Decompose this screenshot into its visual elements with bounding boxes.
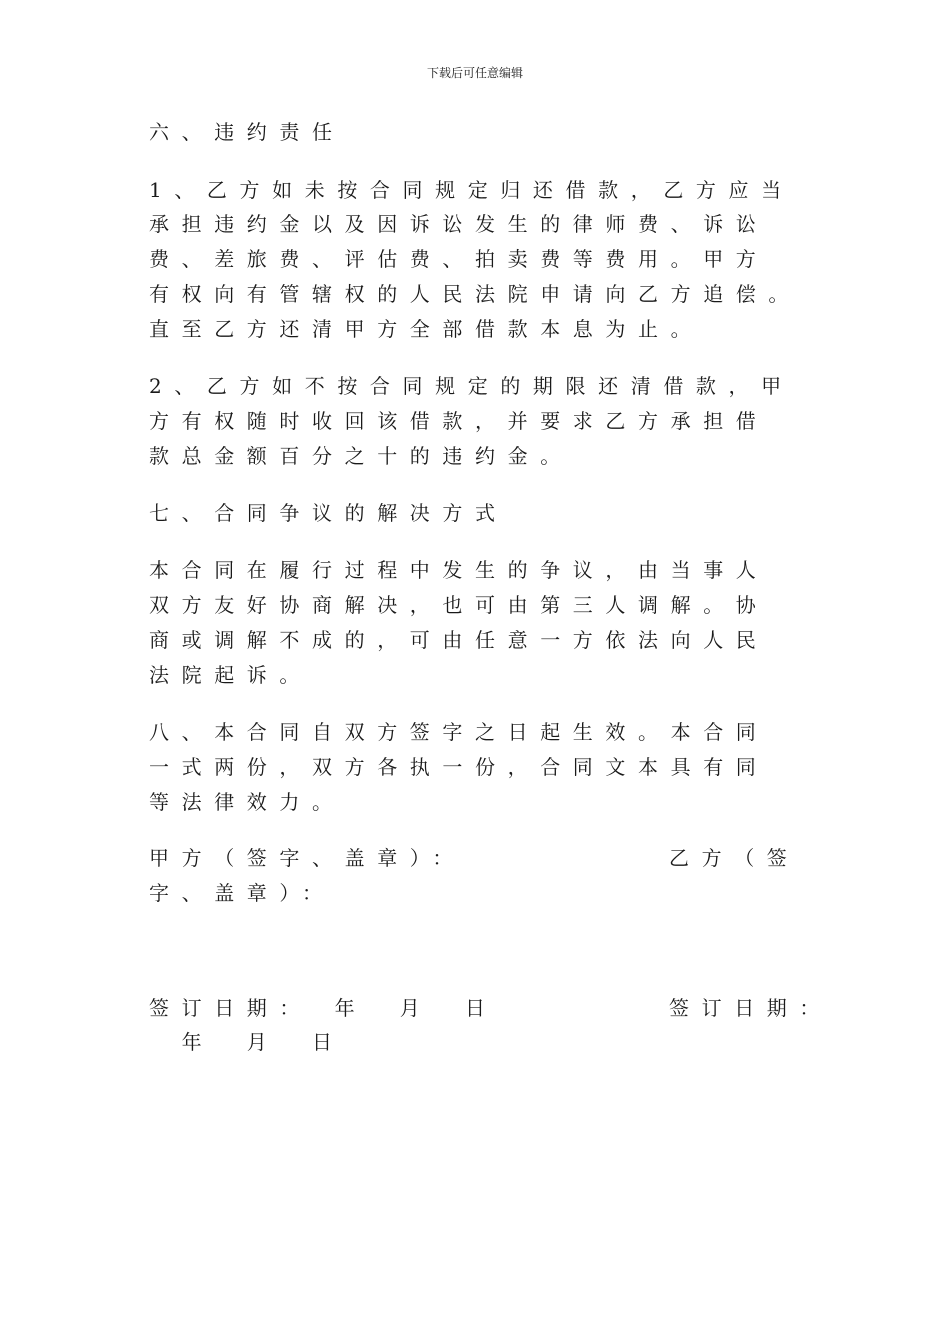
party-a-sign-date: 签订日期： 年 月 日 — [149, 996, 498, 1020]
section-6-heading: 六、违约责任 — [149, 120, 345, 144]
paragraph-line: 2、乙方如不按合同规定的期限还清借款，甲 — [149, 374, 794, 398]
paragraph-line: 方有权随时收回该借款，并要求乙方承担借 — [149, 409, 769, 433]
paragraph-line: 承担违约金以及因诉讼发生的律师费、诉讼 — [149, 212, 769, 236]
paragraph-line: 本合同在履行过程中发生的争议，由当事人 — [149, 558, 769, 582]
paragraph-line: 双方友好协商解决，也可由第三人调解。协 — [149, 593, 769, 617]
section-7-heading: 七、合同争议的解决方式 — [149, 501, 508, 525]
party-b-sign-date-cont: 年 月 日 — [149, 1030, 345, 1054]
paragraph-line: 等法律效力。 — [149, 790, 345, 814]
page-header: 下载后可任意编辑 — [426, 66, 523, 80]
paragraph-line: 有权向有管辖权的人民法院申请向乙方追偿。 — [149, 282, 801, 306]
paragraph-line: 1、乙方如未按合同规定归还借款，乙方应当 — [149, 178, 794, 202]
paragraph-line: 款总金额百分之十的违约金。 — [149, 444, 573, 468]
party-b-signature-label: 乙方（签 — [669, 846, 800, 870]
paragraph-line: 法院起诉。 — [149, 663, 312, 687]
party-a-signature-label: 甲方（签字、盖章）： — [149, 846, 465, 870]
paragraph-line: 一式两份，双方各执一份，合同文本具有同 — [149, 755, 769, 779]
paragraph-line: 费、差旅费、评估费、拍卖费等费用。甲方 — [149, 247, 769, 271]
party-b-signature-label-cont: 字、盖章）： — [149, 881, 335, 905]
paragraph-line: 直至乙方还清甲方全部借款本息为止。 — [149, 317, 704, 341]
paragraph-line: 商或调解不成的，可由任意一方依法向人民 — [149, 628, 769, 652]
section-8-line: 八、本合同自双方签字之日起生效。本合同 — [149, 720, 769, 744]
party-b-sign-date: 签订日期： — [669, 996, 832, 1020]
